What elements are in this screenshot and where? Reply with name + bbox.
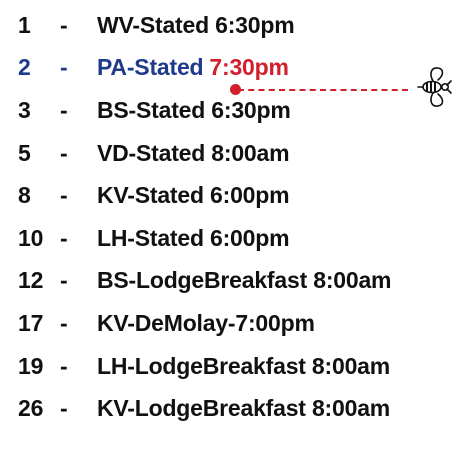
- separator: -: [60, 352, 68, 379]
- highlighted-time: 7:30pm: [209, 54, 289, 81]
- event-text: PA-Stated: [97, 54, 204, 81]
- event-text: KV-Stated 6:00pm: [97, 182, 290, 209]
- event-text: BS-LodgeBreakfast 8:00am: [97, 267, 392, 294]
- event-text: VD-Stated 8:00am: [97, 139, 290, 166]
- separator: -: [60, 54, 68, 81]
- separator: -: [60, 395, 68, 422]
- day-number: 19: [18, 352, 44, 379]
- day-number: 2: [18, 54, 31, 81]
- day-number: 5: [18, 139, 31, 166]
- dashed-leader-line: [238, 89, 408, 91]
- day-number: 3: [18, 96, 31, 123]
- separator: -: [60, 309, 68, 336]
- separator: -: [60, 96, 68, 123]
- schedule-item: [18, 174, 462, 217]
- separator: -: [60, 11, 68, 38]
- schedule-item: [18, 217, 462, 260]
- schedule-item: [18, 387, 462, 430]
- day-number: 17: [18, 309, 44, 336]
- day-number: 26: [18, 395, 44, 422]
- event-text: WV-Stated 6:30pm: [97, 11, 295, 38]
- separator: -: [60, 224, 68, 251]
- bee-icon: [411, 64, 457, 110]
- event-text: LH-LodgeBreakfast 8:00am: [97, 352, 391, 379]
- event-text: KV-DeMolay-7:00pm: [97, 309, 315, 336]
- separator: -: [60, 182, 68, 209]
- day-number: 1: [18, 11, 31, 38]
- schedule-item: [18, 345, 462, 388]
- schedule-item: [18, 132, 462, 175]
- schedule-item: [18, 260, 462, 303]
- event-text: LH-Stated 6:00pm: [97, 224, 290, 251]
- schedule-list: [18, 4, 462, 430]
- pointer-marker: [228, 81, 460, 103]
- event-text: BS-Stated 6:30pm: [97, 96, 291, 123]
- day-number: 10: [18, 224, 44, 251]
- day-number: 8: [18, 182, 31, 209]
- day-number: 12: [18, 267, 44, 294]
- schedule-item: [18, 302, 462, 345]
- separator: -: [60, 267, 68, 294]
- separator: -: [60, 139, 68, 166]
- schedule-item: [18, 4, 462, 47]
- event-text: KV-LodgeBreakfast 8:00am: [97, 395, 391, 422]
